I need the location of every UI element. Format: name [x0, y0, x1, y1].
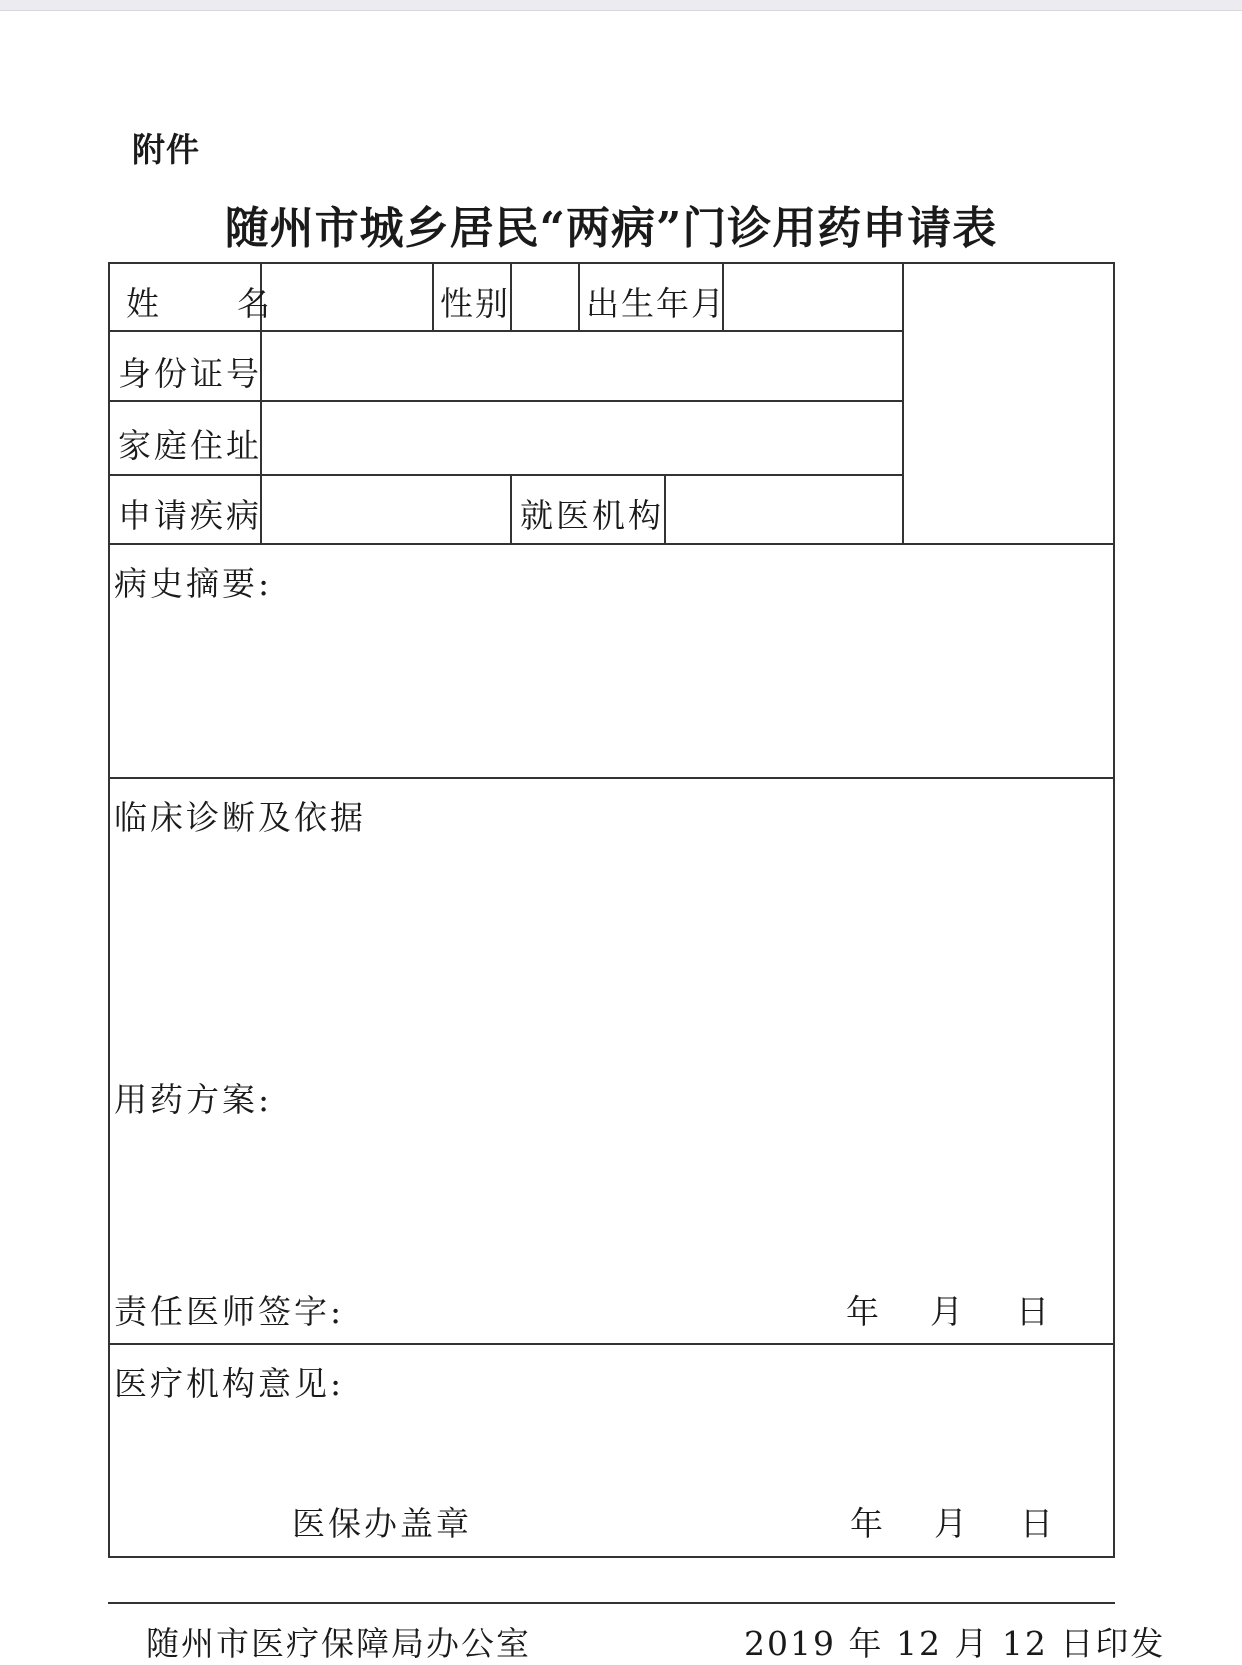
doctor-sign-label: 责任医师签字: [114, 1292, 345, 1331]
history-field[interactable] [110, 602, 1113, 777]
stamp-date-day: 日 [1020, 1504, 1053, 1543]
footer-divider [108, 1602, 1115, 1604]
stamp-date-year: 年 [850, 1504, 883, 1543]
row-divider [108, 1343, 1115, 1345]
viewer-top-bar [0, 0, 1242, 11]
name-label: 姓 名 [126, 284, 274, 323]
id-number-field[interactable] [262, 332, 902, 400]
form-title: 随州市城乡居民“两病”门诊用药申请表 [224, 203, 998, 254]
institution-field[interactable] [666, 476, 902, 543]
opinion-label: 医疗机构意见: [114, 1364, 345, 1403]
footer-issuer: 随州市医疗保障局办公室 [146, 1624, 531, 1663]
disease-field[interactable] [262, 476, 510, 543]
doctor-date-year: 年 [846, 1292, 879, 1331]
table-border-right [1113, 262, 1115, 1558]
footer-issue-date: 2019 年 12 月 12 日印发 [744, 1624, 1166, 1663]
attachment-label: 附件 [132, 130, 200, 169]
gender-field[interactable] [512, 264, 578, 330]
address-field[interactable] [262, 402, 902, 474]
doctor-date-day: 日 [1016, 1292, 1049, 1331]
application-form-table [108, 262, 1115, 1558]
medication-field[interactable] [110, 1118, 1113, 1268]
address-label: 家庭住址 [118, 426, 262, 465]
diagnosis-label: 临床诊断及依据 [114, 798, 366, 837]
birth-field[interactable] [724, 264, 902, 330]
diagnosis-field[interactable] [110, 834, 1113, 1034]
col-divider [578, 262, 580, 332]
stamp-date-month: 月 [934, 1504, 967, 1543]
stamp-label: 医保办盖章 [292, 1504, 472, 1543]
name-field[interactable] [262, 264, 432, 330]
gender-label: 性别 [440, 284, 510, 323]
table-border-bottom [108, 1556, 1115, 1558]
medication-label: 用药方案: [114, 1080, 273, 1119]
institution-label: 就医机构 [520, 496, 664, 535]
disease-label: 申请疾病 [118, 496, 262, 535]
id-number-label: 身份证号 [118, 354, 262, 393]
photo-box [904, 264, 1113, 543]
col-divider [510, 474, 512, 545]
doctor-date-month: 月 [930, 1292, 963, 1331]
birth-label: 出生年月 [586, 284, 726, 323]
row-divider [108, 777, 1115, 779]
opinion-field[interactable] [110, 1402, 1113, 1482]
col-divider [432, 262, 434, 332]
history-label: 病史摘要: [114, 564, 273, 603]
